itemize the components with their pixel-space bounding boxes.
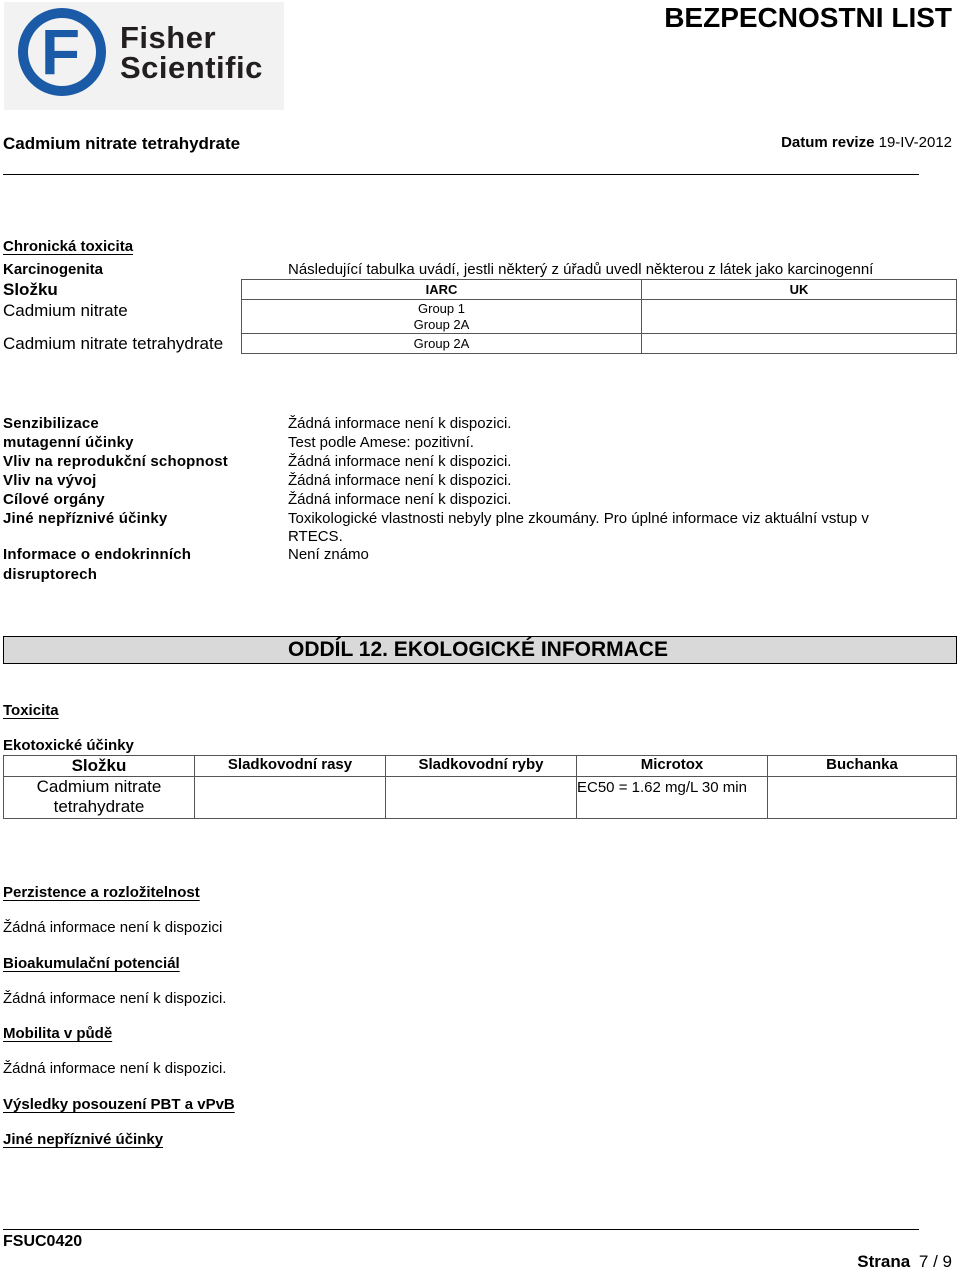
prop-label-endocrine-cont: disruptorech	[3, 566, 98, 583]
revision-value: 19-IV-2012	[878, 134, 952, 151]
daphnia-cell	[768, 777, 957, 819]
prop-value-mutagenic: Test podle Amese: pozitivní.	[288, 434, 474, 451]
table-row	[4, 777, 957, 819]
iarc-value: Group 2A	[413, 316, 470, 332]
prop-value-reproductive: Žádná informace není k dispozici.	[288, 453, 512, 470]
prop-label-developmental: Vliv na vývoj	[3, 472, 97, 489]
prop-value-other-effects: Toxikologické vlastnosti nebyly plne zkoumány. Pro úplné informace viz aktuální vstup v	[288, 510, 869, 527]
carcinogenicity-table	[241, 279, 957, 354]
fish-cell	[386, 777, 577, 819]
pbt-heading: Výsledky posouzení PBT a vPvB	[3, 1096, 235, 1113]
ecotoxicity-table	[3, 755, 957, 819]
col-algae: Sladkovodní rasy	[195, 756, 386, 777]
prop-label-endocrine: Informace o endokrinních	[3, 546, 192, 563]
carc-row-2-name: Cadmium nitrate tetrahydrate	[3, 334, 224, 353]
carcinogenicity-label: Karcinogenita	[3, 261, 104, 278]
prop-value-other-effects-cont: RTECS.	[288, 528, 343, 545]
prop-label-sensitization: Senzibilizace	[3, 415, 99, 432]
footer-divider	[3, 1229, 919, 1230]
section-12-header	[3, 636, 957, 664]
carcinogenicity-text: Následující tabulka uvádí, jestli některý z úřadů uvedl některou z látek jako karcinogenní	[288, 261, 874, 278]
col-iarc: IARC	[242, 280, 642, 300]
mobility-text: Žádná informace není k dispozici.	[3, 1060, 227, 1077]
section-12-title: ODDÍL 12. EKOLOGICKÉ INFORMACE	[288, 638, 668, 661]
fisher-scientific-logo	[4, 2, 284, 110]
col-microtox: Microtox	[577, 756, 768, 777]
prop-label-reproductive: Vliv na reprodukční schopnost	[3, 453, 229, 470]
header-divider	[3, 174, 919, 175]
logo-text-scientific: Scientific	[120, 50, 263, 85]
table-header-row	[4, 756, 957, 777]
uk-cell	[642, 300, 957, 334]
prop-value-target-organs: Žádná informace není k dispozici.	[288, 491, 512, 508]
mobility-heading: Mobilita v půdě	[3, 1025, 113, 1042]
prop-value-endocrine: Není známo	[288, 546, 369, 563]
logo-f-glyph: F	[41, 16, 81, 88]
table-row	[242, 300, 957, 334]
prop-label-mutagenic: mutagenní účinky	[3, 434, 134, 451]
page-number	[857, 1252, 952, 1272]
table-header-row	[242, 280, 957, 300]
page-value: 7 / 9	[918, 1252, 952, 1271]
col-component: Složku	[4, 756, 195, 777]
iarc-value: Group 1	[418, 300, 465, 316]
iarc-cell: Group 2A	[242, 334, 642, 354]
microtox-cell: EC50 = 1.62 mg/L 30 min	[577, 777, 768, 819]
chronic-toxicity-heading: Chronická toxicita	[3, 238, 134, 255]
logo-text-fisher: Fisher	[120, 20, 217, 55]
col-daphnia: Buchanka	[768, 756, 957, 777]
bioaccumulation-text: Žádná informace není k dispozici.	[3, 990, 227, 1007]
component-name-cont: tetrahydrate	[53, 797, 145, 816]
component-name: Cadmium nitrate	[36, 777, 162, 796]
prop-value-developmental: Žádná informace není k dispozici.	[288, 472, 512, 489]
prop-value-sensitization: Žádná informace není k dispozici.	[288, 415, 512, 432]
col-fish: Sladkovodní ryby	[386, 756, 577, 777]
revision-date	[781, 134, 952, 151]
eco-effects-label: Ekotoxické účinky	[3, 737, 134, 754]
document-title: BEZPECNOSTNI LIST	[664, 2, 952, 33]
product-name: Cadmium nitrate tetrahydrate	[3, 134, 241, 153]
table-row	[242, 334, 957, 354]
other-effects-heading: Jiné nepříznivé účinky	[3, 1131, 164, 1148]
persistence-heading: Perzistence a rozložitelnost	[3, 884, 200, 901]
revision-label: Datum revize	[781, 134, 875, 151]
component-cell	[4, 777, 195, 819]
prop-label-target-organs: Cílové orgány	[3, 491, 105, 508]
bioaccumulation-heading: Bioakumulační potenciál	[3, 955, 180, 972]
persistence-text: Žádná informace není k dispozici	[3, 919, 223, 936]
component-label: Složku	[3, 280, 58, 299]
carc-row-1-name: Cadmium nitrate	[3, 301, 128, 320]
footer-code: FSUC0420	[3, 1233, 83, 1250]
page-label: Strana	[857, 1252, 911, 1271]
col-uk: UK	[642, 280, 957, 300]
prop-label-other-effects: Jiné nepříznivé účinky	[3, 510, 168, 527]
iarc-cell	[242, 300, 642, 334]
uk-cell	[642, 334, 957, 354]
algae-cell	[195, 777, 386, 819]
toxicity-heading: Toxicita	[3, 702, 59, 719]
